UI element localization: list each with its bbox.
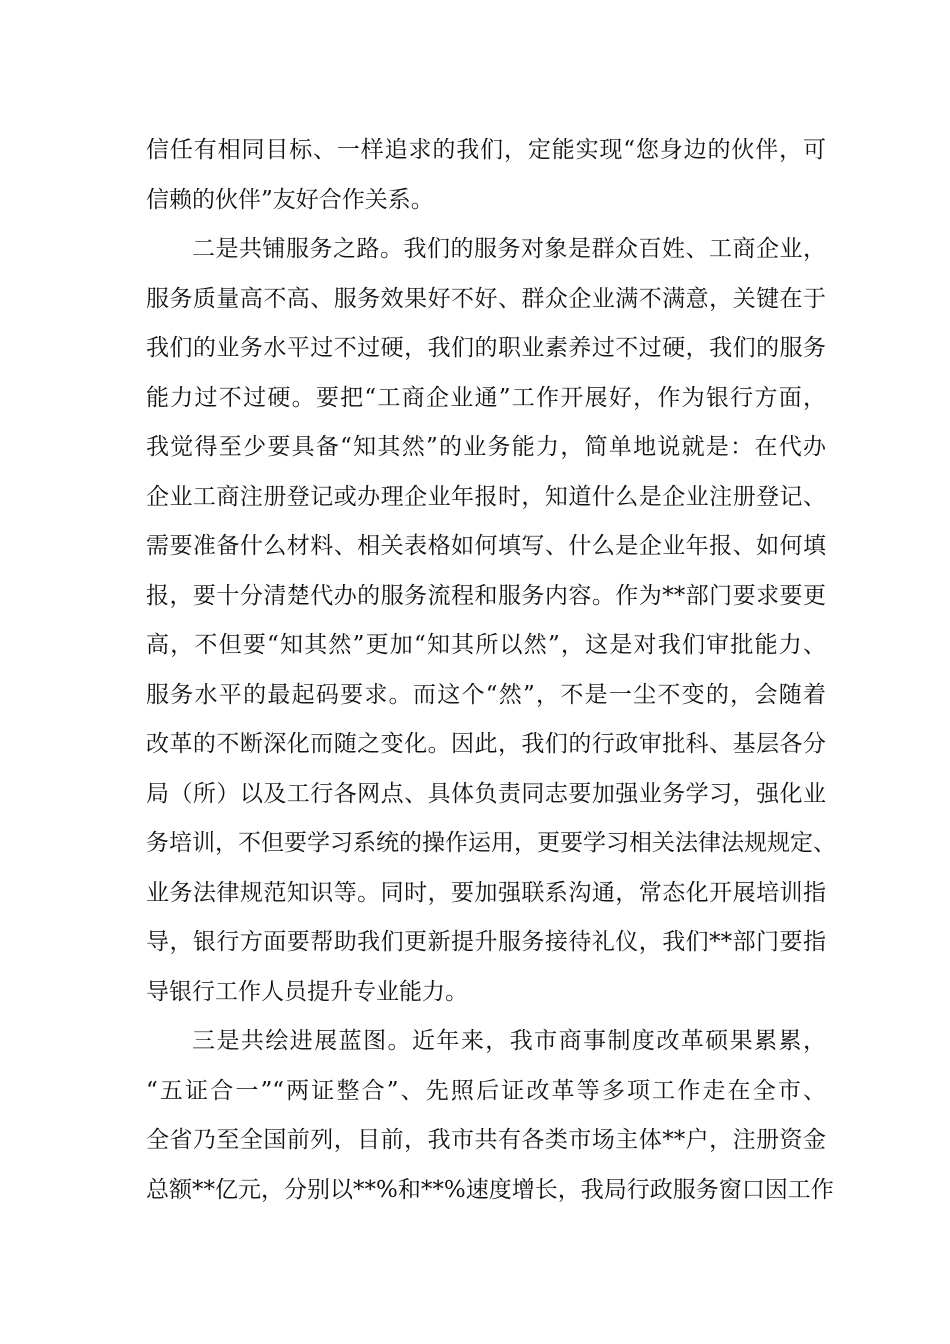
text-line: 服务质量高不高、服务效果好不好、群众企业满不满意，关键在于 — [146, 285, 826, 312]
text-line: 信赖的伙伴”友好合作关系。 — [146, 186, 434, 213]
text-line: 能力过不过硬。要把“工商企业通”工作开展好，作为银行方面， — [146, 384, 826, 411]
text-line: 我觉得至少要具备“知其然”的业务能力，简单地说就是：在代办 — [146, 434, 826, 460]
paragraph — [146, 225, 836, 1017]
paragraph — [146, 126, 826, 225]
text-line: 报，要十分清楚代办的服务流程和服务内容。作为**部门要求要更 — [146, 582, 826, 609]
text-line: 导银行工作人员提升专业能力。 — [146, 978, 468, 1005]
text-line: 局（所）以及工行各网点、具体负责同志要加强业务学习，强化业 — [146, 780, 826, 807]
text-line: 务培训，不但要学习系统的操作运用，更要学习相关法律法规规定、 — [146, 830, 836, 856]
text-line: “五证合一”“两证整合”、先照后证改革等多项工作走在全市、 — [146, 1077, 826, 1104]
text-line: 三是共绘进展蓝图。近年来，我市商事制度改革硕果累累， — [192, 1028, 826, 1054]
text-line: 二是共铺服务之路。我们的服务对象是群众百姓、工商企业， — [192, 236, 826, 262]
text-line: 需要准备什么材料、相关表格如何填写、什么是企业年报、如何填 — [146, 533, 826, 559]
text-line: 企业工商注册登记或办理企业年报时，知道什么是企业注册登记、 — [146, 483, 826, 510]
text-line: 总额**亿元，分别以**%和**%速度增长，我局行政服务窗口因工作 — [146, 1176, 834, 1203]
text-line: 业务法律规范知识等。同时，要加强联系沟通，常态化开展培训指 — [146, 879, 826, 906]
text-line: 改革的不断深化而随之变化。因此，我们的行政审批科、基层各分 — [146, 731, 826, 757]
text-line: 高，不但要“知其然”更加“知其所以然”，这是对我们审批能力、 — [146, 632, 826, 658]
body-text — [146, 126, 836, 1215]
text-line: 信任有相同目标、一样追求的我们，定能实现“您身边的伙伴，可 — [146, 137, 826, 163]
paragraph — [146, 1017, 834, 1215]
text-line: 全省乃至全国前列，目前，我市共有各类市场主体**户，注册资金 — [146, 1127, 826, 1153]
text-line: 导，银行方面要帮助我们更新提升服务接待礼仪，我们**部门要指 — [146, 929, 826, 955]
text-line: 服务水平的最起码要求。而这个“然”，不是一尘不变的，会随着 — [146, 681, 826, 708]
text-line: 我们的业务水平过不过硬，我们的职业素养过不过硬，我们的服务 — [146, 335, 826, 361]
